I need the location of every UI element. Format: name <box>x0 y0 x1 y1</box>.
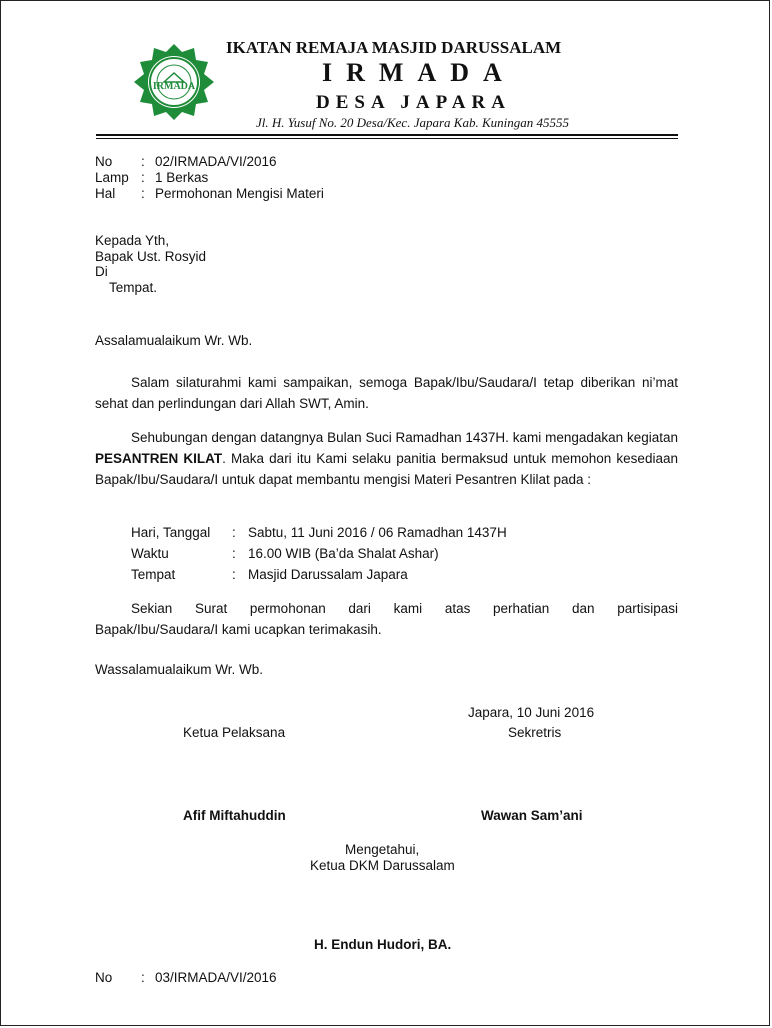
left-signer-name: Afif Miftahuddin <box>183 808 286 823</box>
detail-time: Waktu : 16.00 WIB (Ba’da Shalat Ashar) <box>131 546 439 561</box>
paragraph-2: Sehubungan dengan datangnya Bulan Suci Ramadhan 1437H. kami mengadakan kegiatan PESANTREN KILAT. Maka dari itu Kami selaku panitia bermaksud untuk memohon kesediaan Bapak/Ibu/Saudara/I untuk dapat membantu mengisi Materi Pesantren Klilat pada : <box>95 430 678 487</box>
footer-number: No : 03/IRMADA/VI/2016 <box>95 970 277 985</box>
recipient-line-3: Di <box>95 264 108 279</box>
header-rule <box>96 134 678 136</box>
acknowledged-name: H. Endun Hudori, BA. <box>314 937 452 952</box>
header-rule-thin <box>96 138 678 139</box>
meta-attachment: Lamp : 1 Berkas <box>95 170 209 185</box>
recipient-name: Bapak Ust. Rosyid <box>95 249 207 264</box>
closing: Wassalamualaikum Wr. Wb. <box>95 662 264 677</box>
meta-subject: Hal : Permohonan Mengisi Materi <box>95 186 324 201</box>
meta-number: No : 02/IRMADA/VI/2016 <box>95 154 277 169</box>
event-name: PESANTREN KILAT <box>95 451 223 466</box>
paragraph-1: Salam silaturahmi kami sampaikan, semoga Bapak/Ibu/Saudara/I tetap diberikan ni’mat sehat dan perlindungan dari Allah SWT, Amin. <box>95 375 678 411</box>
org-name: IKATAN REMAJA MASJID DARUSSALAM <box>226 38 562 57</box>
acknowledged-title: Ketua DKM Darussalam <box>310 858 455 873</box>
org-acronym: IRMADA <box>322 58 516 87</box>
acknowledged-label: Mengetahui, <box>345 842 420 857</box>
svg-text:IRMADA: IRMADA <box>152 81 196 92</box>
right-signer-name: Wawan Sam’ani <box>481 808 583 823</box>
org-address: Jl. H. Yusuf No. 20 Desa/Kec. Japara Kab. Kuningan 45555 <box>256 115 569 130</box>
recipient-line-1: Kepada Yth, <box>95 233 170 248</box>
right-signer-title: Sekretris <box>508 725 562 740</box>
greeting: Assalamualaikum Wr. Wb. <box>95 333 253 348</box>
place-date: Japara, 10 Juni 2016 <box>468 705 595 720</box>
org-village: DESA JAPARA <box>316 92 511 113</box>
left-signer-title: Ketua Pelaksana <box>183 725 286 740</box>
recipient-place: Tempat. <box>109 280 158 295</box>
paragraph-3-line-1: Sekian Surat permohonan dari kami atas perhatian dan partisipasi <box>131 601 678 616</box>
irmada-logo <box>124 42 224 122</box>
detail-place: Tempat : Masjid Darussalam Japara <box>131 567 408 582</box>
detail-date: Hari, Tanggal : Sabtu, 11 Juni 2016 / 06 Ramadhan 1437H <box>131 525 507 540</box>
paragraph-3-line-2: Bapak/Ibu/Saudara/I kami ucapkan terimakasih. <box>95 622 382 637</box>
